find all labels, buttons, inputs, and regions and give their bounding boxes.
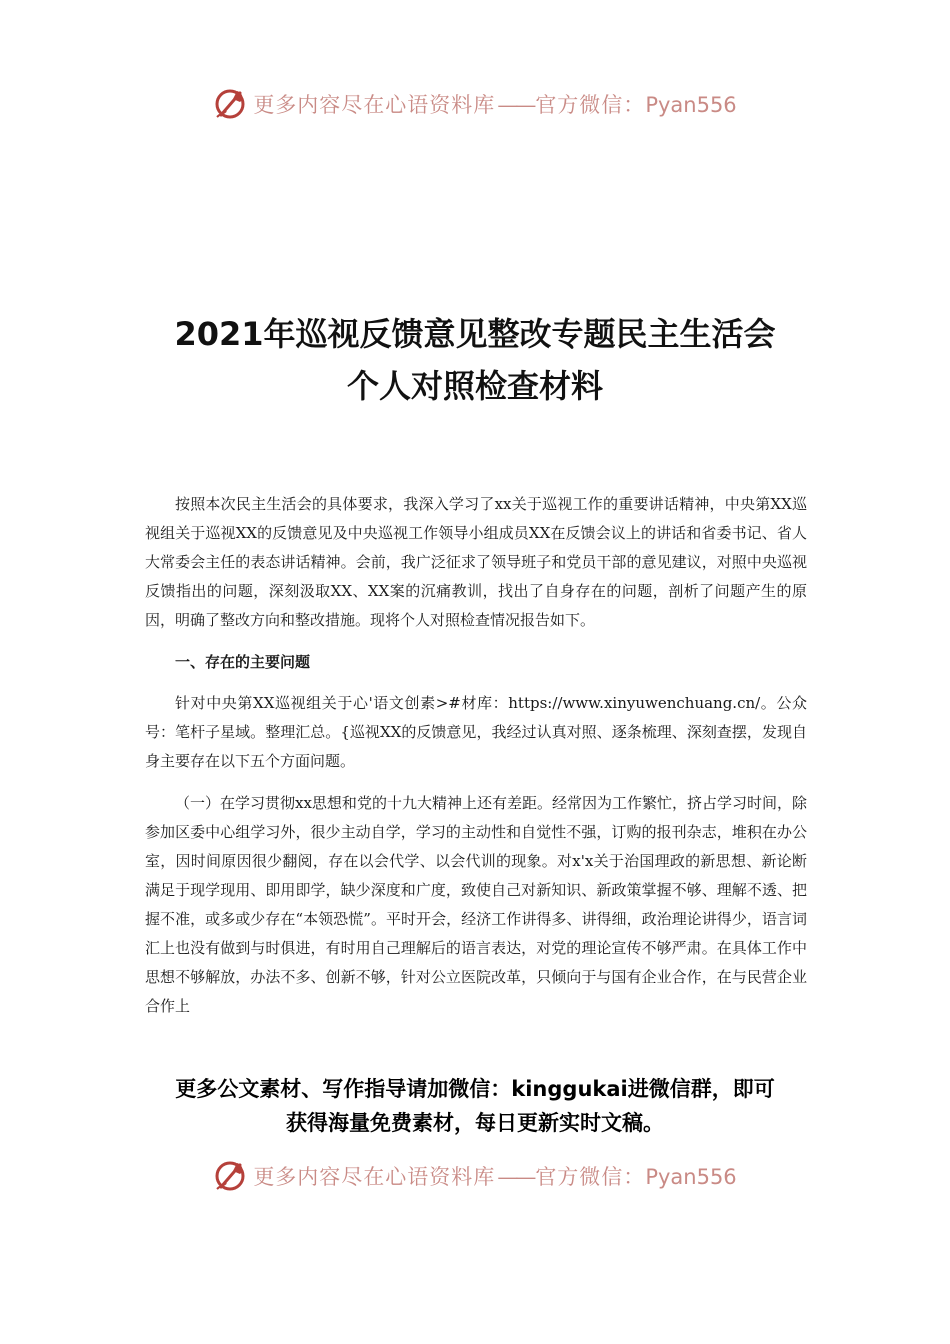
section-paragraph: 针对中央第XX巡视组关于心'语文创素>#材库：https://www.xinyuwenchuang.cn/。公众号：笔杆子星域。整理汇总。{巡视XX的反馈意见，我经过认真对照、逐条梳理、深刻查摆，发现自身主要存在以下五个方面问题。 [145, 694, 807, 770]
footer-banner [0, 1156, 950, 1196]
header-banner-text: 更多内容尽在心语资料库——官方微信：Pyan556 [253, 93, 737, 117]
item-paragraph: （一）在学习贯彻xx思想和党的十九大精神上还有差距。经常因为工作繁忙，挤占学习时间，除参加区委中心组学习外，很少主动自学，学习的主动性和自觉性不强，订购的报刊杂志，堆积在办公室，因时间原因很少翻阅，存在以会代学、以会代训的现象。对x'x关于治国理政的新思想、新论断满足于现学现用、即用即学，缺少深度和广度，致使自己对新知识、新政策掌握不够、理解不透、把握不准，或多或少存在“本领恐慌”。平时开会，经济工作讲得多、讲得细，政治理论讲得少，语言词汇上也没有做到与时俱进，有时用自己理解后的语言表达，对党的理论宣传不够严肃。在具体工作中思想不够解放，办法不多、创新不够，针对公立医院改革，只倾向于与国有企业合作，在与民营企业合作上 [145, 794, 807, 1015]
document-body [145, 490, 807, 1021]
quill-logo-icon [213, 1159, 247, 1193]
document-title [100, 308, 850, 412]
section-heading: 一、存在的主要问题 [175, 653, 311, 671]
promo-text [120, 1072, 830, 1140]
promo-line-1: 更多公文素材、写作指导请加微信：kinggukai进微信群，即可 [175, 1077, 775, 1101]
quill-logo-icon [213, 87, 247, 121]
header-banner [0, 84, 950, 124]
title-line-1: 2021年巡视反馈意见整改专题民主生活会 [174, 315, 776, 353]
footer-banner-text: 更多内容尽在心语资料库——官方微信：Pyan556 [253, 1165, 737, 1189]
title-line-2: 个人对照检查材料 [346, 367, 603, 405]
intro-paragraph: 按照本次民主生活会的具体要求，我深入学习了xx关于巡视工作的重要讲话精神，中央第XX巡视组关于巡视XX的反馈意见及中央巡视工作领导小组成员XX在反馈会议上的讲话和省委书记、省人大常委会主任的表态讲话精神。会前，我广泛征求了领导班子和党员干部的意见建议，对照中央巡视反馈指出的问题，深刻汲取XX、XX案的沉痛教训，找出了自身存在的问题，剖析了问题产生的原因，明确了整改方向和整改措施。现将个人对照检查情况报告如下。 [145, 495, 807, 629]
promo-line-2: 获得海量免费素材，每日更新实时文稿。 [286, 1111, 664, 1135]
